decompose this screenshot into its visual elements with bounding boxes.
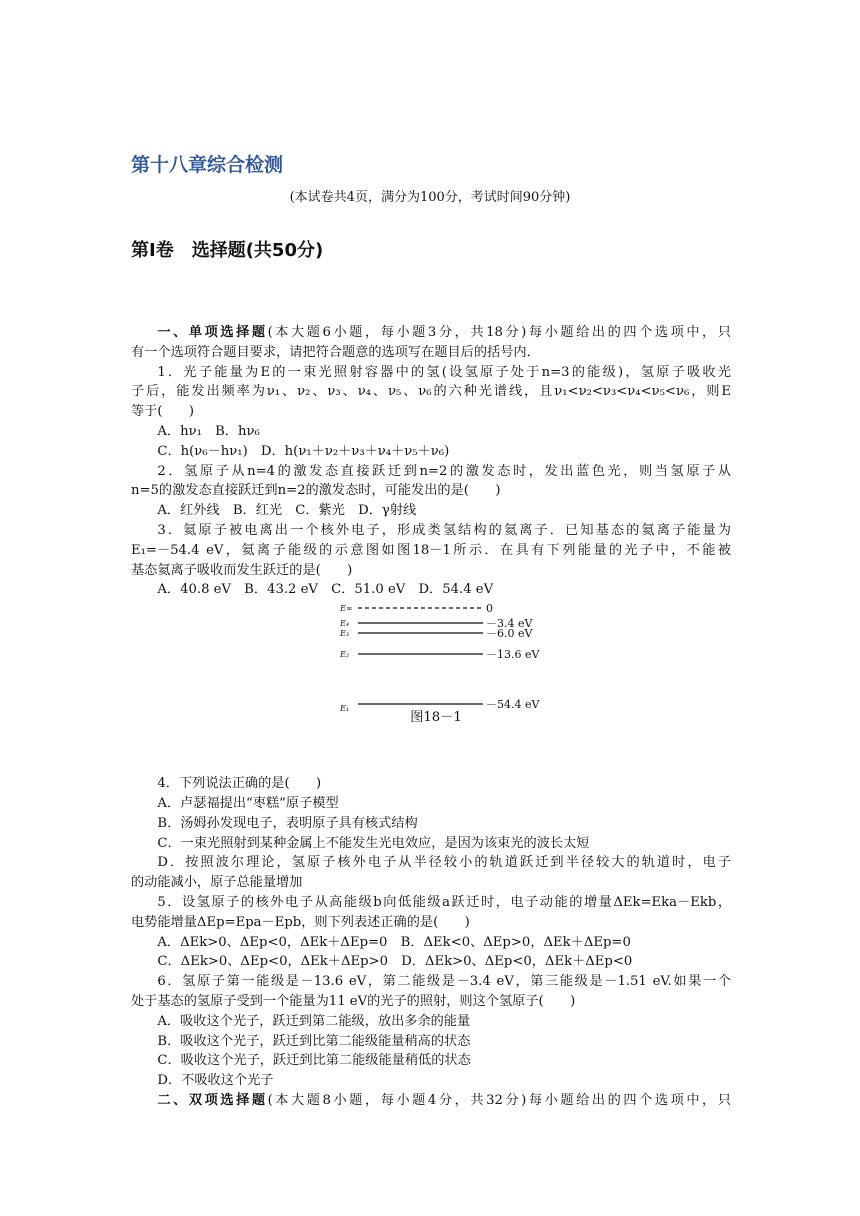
q5-options-ab: A．ΔEk>0、ΔEp<0，ΔEk＋ΔEp=0 B．ΔEk<0、ΔEp>0，ΔEk＋ΔEp=0	[157, 934, 631, 950]
q3-stem-line2: E₁=－54.4 eV，氦离子能级的示意图如图18－1所示．在具有下列能量的光子中，不能被	[131, 542, 731, 558]
level-value-3: －6.0 eV	[486, 627, 533, 641]
q5-stem-line2: 电势能增量ΔEp=Epa－Epb，则下列表述正确的是( )	[131, 914, 470, 930]
q6-stem-line2: 处于基态的氢原子受到一个能量为11 eV的光子的照射，则这个氢原子( )	[131, 993, 576, 1009]
part2-heading: 二、双项选择题	[157, 1092, 268, 1108]
q2-stem-line1: 2．氢原子从n=4的激发态直接跃迁到n=2的激发态时，发出蓝色光，则当氢原子从	[157, 463, 731, 479]
part2-intro-text: (本大题8小题，每小题4分，共32分)每小题给出的四个选项中，只	[267, 1092, 731, 1108]
q2-stem-line2: n=5的激发态直接跃迁到n=2的激发态时，可能发出的是( )	[131, 483, 501, 499]
level-value-inf: 0	[486, 602, 493, 616]
q5-options-cd: C．ΔEk>0、ΔEp<0，ΔEk＋ΔEp>0 D．ΔEk>0、ΔEp<0，ΔEk＋ΔEp<0	[157, 954, 633, 970]
q6-option-d: D．不吸收这个光子	[157, 1073, 274, 1089]
q2-options: A．红外线 B．红光 C．紫光 D．γ射线	[157, 503, 417, 519]
q3-options: A．40.8 eV B．43.2 eV C．51.0 eV D．54.4 eV	[157, 582, 494, 598]
q6-option-b: B．吸收这个光子，跃迁到比第二能级能量稍高的状态	[157, 1033, 471, 1049]
level-value-1: －54.4 eV	[486, 698, 540, 712]
q3-stem-line1: 3．氦原子被电离出一个核外电子，形成类氢结构的氦离子．已知基态的氦离子能量为	[157, 522, 731, 538]
part1-intro	[131, 323, 731, 343]
q5-stem-line1: 5．设氢原子的核外电子从高能级b向低能级a跃迁时，电子动能的增量ΔEk=Eka－Ekb，	[157, 894, 731, 910]
level-value-2: －13.6 eV	[486, 648, 540, 662]
q1-options-ab: A．hν₁ B．hν₆	[157, 423, 260, 439]
figure-caption: 图18－1	[410, 710, 462, 726]
level-label-2: E₂	[340, 650, 350, 660]
q4-option-d-line1: D．按照波尔理论，氢原子核外电子从半径较小的轨道跃迁到半径较大的轨道时，电子	[157, 855, 731, 871]
q6-option-c: C．吸收这个光子，跃迁到比第二能级能量稍低的状态	[157, 1053, 471, 1069]
energy-level-figure	[131, 600, 731, 736]
q4-option-b: B．汤姆孙发现电子，表明原子具有核式结构	[157, 815, 418, 831]
q4-stem: 4．下列说法正确的是( )	[157, 776, 322, 792]
q6-stem-line1: 6．氢原子第一能级是－13.6 eV，第二能级是－3.4 eV，第三能级是－1.51 eV.如果一个	[157, 974, 731, 990]
level-label-inf: E∞	[340, 604, 353, 614]
chapter-title: 第十八章综合检测	[131, 154, 284, 176]
exam-info: (本试卷共4页，满分为100分，考试时间90分钟)	[289, 190, 571, 205]
q3-stem-line3: 基态氦离子吸收而发生跃迁的是( )	[131, 562, 353, 578]
part1-heading: 一、单项选择题	[157, 325, 268, 340]
q1-stem-line2: 子后，能发出频率为ν₁、ν₂、ν₃、ν₄、ν₅、ν₆的六种光谱线，且ν₁<ν₂<ν₃<ν₄<ν₅<ν₆，则E	[131, 384, 731, 400]
q1-options-cd: C．h(ν₆－hν₁) D．h(ν₁＋ν₂＋ν₃＋ν₄＋ν₅＋ν₆)	[157, 443, 450, 459]
section-title: 第Ⅰ卷 选择题(共50分)	[131, 240, 324, 261]
part1-intro-cont: 有一个选项符合题目要求，请把符合题意的选项写在题目后的括号内．	[131, 344, 540, 360]
level-label-4: E₄	[340, 619, 350, 629]
part2-intro	[131, 1091, 731, 1111]
q1-stem-line1: 1．光子能量为E的一束光照射容器中的氢(设氢原子处于n=3的能级)，氢原子吸收光	[157, 364, 731, 380]
level-label-3: E₃	[340, 629, 350, 639]
level-label-1: E₁	[340, 704, 350, 714]
q4-option-d-line2: 的动能减小，原子总能量增加	[131, 875, 303, 891]
level-value-4: －3.4 eV	[486, 617, 533, 631]
q6-option-a: A．吸收这个光子，跃迁到第二能级，放出多余的能量	[157, 1013, 471, 1029]
energy-level-diagram	[338, 602, 558, 714]
question-content	[131, 323, 731, 1111]
part1-intro-text: (本大题6小题，每小题3分，共18分)每小题给出的四个选项中，只	[267, 325, 731, 340]
q4-option-a: A．卢瑟福提出“枣糕”原子模型	[157, 795, 339, 811]
q4-option-c: C．一束光照射到某种金属上不能发生光电效应，是因为该束光的波长太短	[157, 835, 590, 851]
q1-stem-line3: 等于( )	[131, 404, 195, 420]
